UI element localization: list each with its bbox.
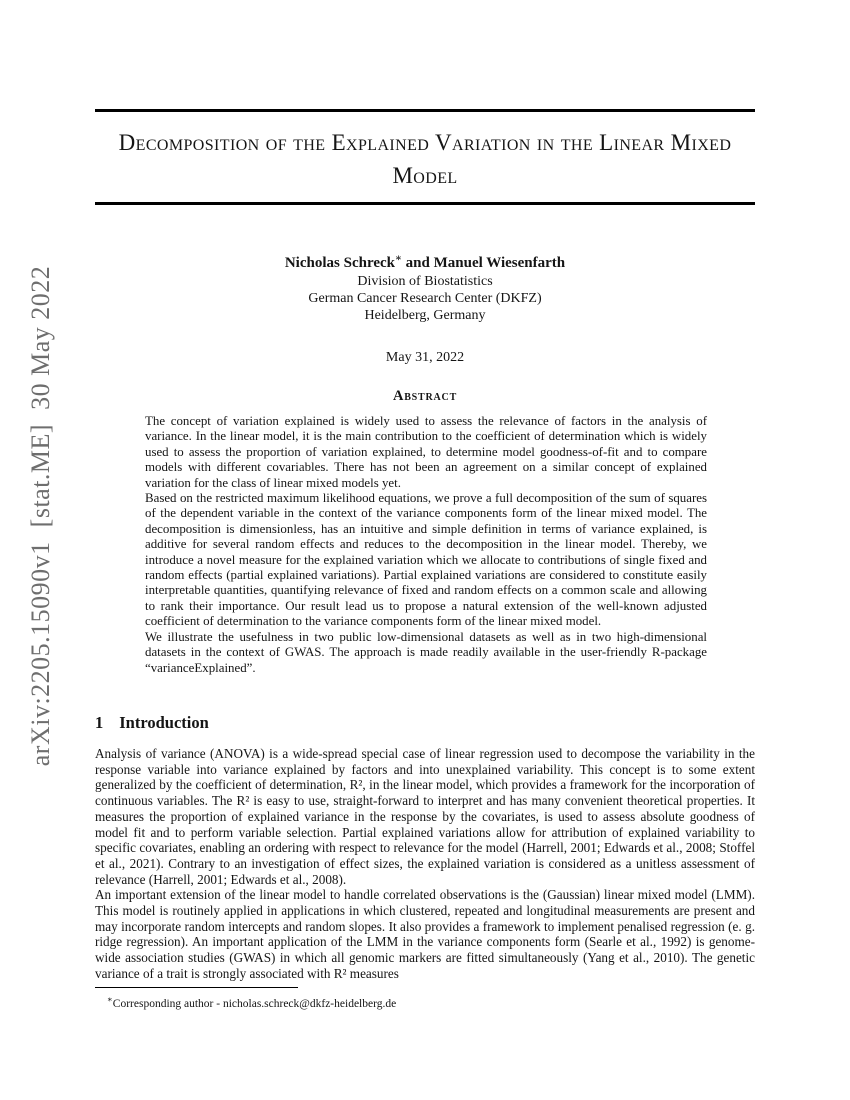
introduction-body bbox=[95, 746, 755, 982]
abstract-paragraph-3: We illustrate the usefulness in two public low-dimensional datasets as well as in two high-dimensional datasets in the context of GWAS. The approach is made readily available in the user-friendly R-package “varianceExplained”. bbox=[145, 629, 707, 675]
abstract-paragraph-2: Based on the restricted maximum likelihood equations, we prove a full decomposition of the sum of squares of the dependent variable in the context of the variance components form of the linear mixed model. The decomposition is dimensionless, has an intuitive and simple definition in terms of variance explained, is additive for several random effects and reduces to the decomposition in the linear model. Thereby, we introduce a novel measure for the explained variation which we allocate to contributions of single fixed and random effects (partial explained variations). Partial explained variations are considered to constitute easily interpretable quantities, quantifying relevance of fixed and random effects on a common scale and allowing to rank their importance. Our result lead us to propose a natural extension of the well-known adjusted coefficient of determination to the variance components form of the linear mixed model. bbox=[145, 491, 707, 629]
author-block bbox=[95, 249, 755, 324]
abstract-body bbox=[145, 414, 707, 676]
affiliation-city: Heidelberg, Germany bbox=[364, 308, 486, 323]
author-name-second: and Manuel Wiesenfarth bbox=[405, 255, 566, 271]
affiliation-division: Division of Biostatistics bbox=[357, 274, 493, 289]
section-heading-introduction bbox=[95, 713, 755, 733]
footnote-marker: ∗ bbox=[107, 994, 113, 1004]
section-number: 1 bbox=[95, 713, 104, 732]
intro-paragraph-2: An important extension of the linear model to handle correlated observations is the (Gaussian) linear mixed model (LMM). This model is routinely applied in applications in which clustered, repeated and longitudinal measurements are present and may incorporate random intercepts and random slopes. It also provides a framework to implement penalised regression (e. g. ridge regression). An important application of the LMM in the variance components form (Searle et al., 1992) is genome-wide association studies (GWAS) in which all genomic markers are fitted simultaneously (Yang et al., 2010). The genetic variance of a trait is strongly associated with R² measures bbox=[95, 887, 755, 981]
footnote-rule bbox=[95, 987, 298, 988]
affiliation-institute: German Cancer Research Center (DKFZ) bbox=[308, 291, 542, 306]
arxiv-watermark: arXiv:2205.15090v1 [stat.ME] 30 May 2022 bbox=[26, 265, 55, 767]
author-footnote-marker: ∗ bbox=[395, 253, 402, 264]
section-title: Introduction bbox=[119, 713, 209, 732]
paper-title bbox=[95, 126, 755, 192]
paper-title-text: Decomposition of the Explained Variation in the Linear Mixed Model bbox=[118, 130, 732, 188]
title-rule-bottom bbox=[95, 202, 755, 205]
author-name-first: Nicholas Schreck bbox=[284, 255, 395, 271]
abstract-paragraph-1: The concept of variation explained is widely used to assess the relevance of factors in the analysis of variance. In the linear model, it is the main contribution to the coefficient of determination which is widely used to assess the proportion of variation explained, to determine model goodness-of-fit and to compare models with different covariables. There has not been an agreement on a similar concept of explained variation for the class of linear mixed models yet. bbox=[145, 414, 707, 490]
intro-paragraph-1: Analysis of variance (ANOVA) is a wide-spread special case of linear regression used to decompose the variability in the response variable into variance explained by factors and into unexplained variability. This concept is to some extent generalized by the coefficient of determination, R², in the linear model, which provides a framework for the incorporation of continuous variables. The R² is easy to use, straight-forward to interpret and has many convenient theoretical properties. It measures the proportion of explained variance in the response by the covariates, is used to assess absolute goodness of model fit and to perform variable selection. Partial explained variations allow for attribution of explained variability to specific covariates, enabling an ordering with respect to relevance for the model (Harrell, 2001; Edwards et al., 2008; Stoffel et al., 2021). Contrary to an investigation of effect sizes, the explained variation is considered as a unitless assessment of relevance (Harrell, 2001; Edwards et al., 2008). bbox=[95, 746, 755, 887]
abstract-heading: Abstract bbox=[392, 388, 458, 404]
footnote-text: Corresponding author - nicholas.schreck@dkfz-heidelberg.de bbox=[112, 997, 397, 1010]
paper-date: May 31, 2022 bbox=[385, 350, 465, 365]
title-rule-top bbox=[95, 109, 755, 112]
footnote bbox=[95, 992, 755, 1011]
author-names bbox=[95, 249, 755, 273]
